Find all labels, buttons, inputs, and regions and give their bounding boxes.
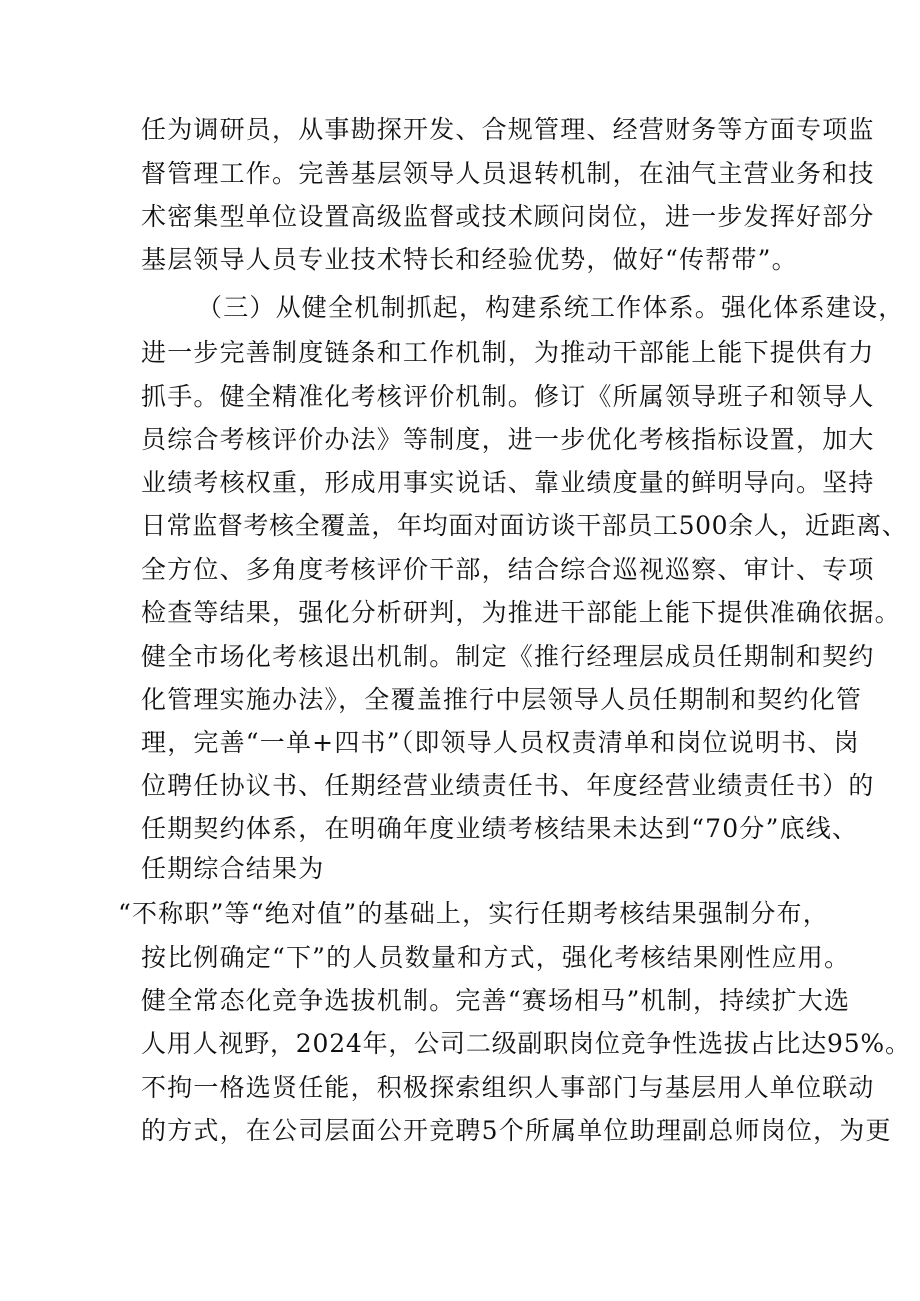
paragraph-line: 抓手。健全精准化考核评价机制。修订《所属领导班子和领导人 (141, 382, 875, 411)
paragraph-line: 全方位、多角度考核评价干部，结合综合巡视巡察、审计、专项 (141, 555, 875, 584)
paragraph-line: 任为调研员，从事勘探开发、合规管理、经营财务等方面专项监 (141, 115, 875, 144)
paragraph-line: 员综合考核评价办法》等制度，进一步优化考核指标设置，加大 (141, 425, 875, 454)
paragraph-line: 业绩考核权重，形成用事实说话、靠业绩度量的鲜明导向。坚持 (141, 468, 875, 497)
section-heading-line: （三）从健全机制抓起，构建系统工作体系。强化体系建设， (197, 293, 905, 322)
paragraph-line: 按比例确定“下”的人员数量和方式，强化考核结果刚性应用。 (141, 943, 851, 972)
paragraph-line: 检查等结果，强化分析研判，为推进干部能上能下提供准确依据。 (141, 598, 901, 627)
paragraph-line: 位聘任协议书、任期经营业绩责任书、年度经营业绩责任书）的 (141, 771, 875, 800)
paragraph-line: 化管理实施办法》，全覆盖推行中层领导人员任期制和契约化管 (141, 685, 863, 714)
paragraph-line: 健全常态化竞争选拔机制。完善“赛场相马”机制，持续扩大选 (141, 986, 851, 1015)
paragraph-line: 督管理工作。完善基层领导人员退转机制，在油气主营业务和技 (141, 159, 875, 188)
paragraph-line: 基层领导人员专业技术特长和经验优势，做好“传帮带”。 (141, 245, 798, 274)
paragraph-line: 不拘一格选贤任能，积极探索组织人事部门与基层用人单位联动 (141, 1073, 875, 1102)
paragraph-line: 理，完善“一单+四书”（即领导人员权责清单和岗位说明书、岗 (141, 728, 860, 757)
paragraph-line: 进一步完善制度链条和工作机制，为推动干部能上能下提供有力 (141, 338, 875, 367)
paragraph-line: 人用人视野，2024年，公司二级副职岗位竞争性选拔占比达95%。 (141, 1029, 911, 1058)
paragraph-line: “不称职”等“绝对值”的基础上，实行任期考核结果强制分布， (118, 899, 829, 928)
paragraph-line: 健全市场化考核退出机制。制定《推行经理层成员任期制和契约 (141, 642, 875, 671)
paragraph-line: 术密集型单位设置高级监督或技术顾问岗位，进一步发挥好部分 (141, 202, 875, 231)
paragraph-line: 任期综合结果为 (141, 854, 325, 883)
paragraph-line: 任期契约体系，在明确年度业绩考核结果未达到“70分”底线、 (141, 814, 859, 843)
paragraph-line: 日常监督考核全覆盖，年均面对面访谈干部员工500余人，近距离、 (141, 511, 908, 540)
paragraph-line: 的方式，在公司层面公开竞聘5个所属单位助理副总师岗位，为更 (141, 1116, 892, 1145)
